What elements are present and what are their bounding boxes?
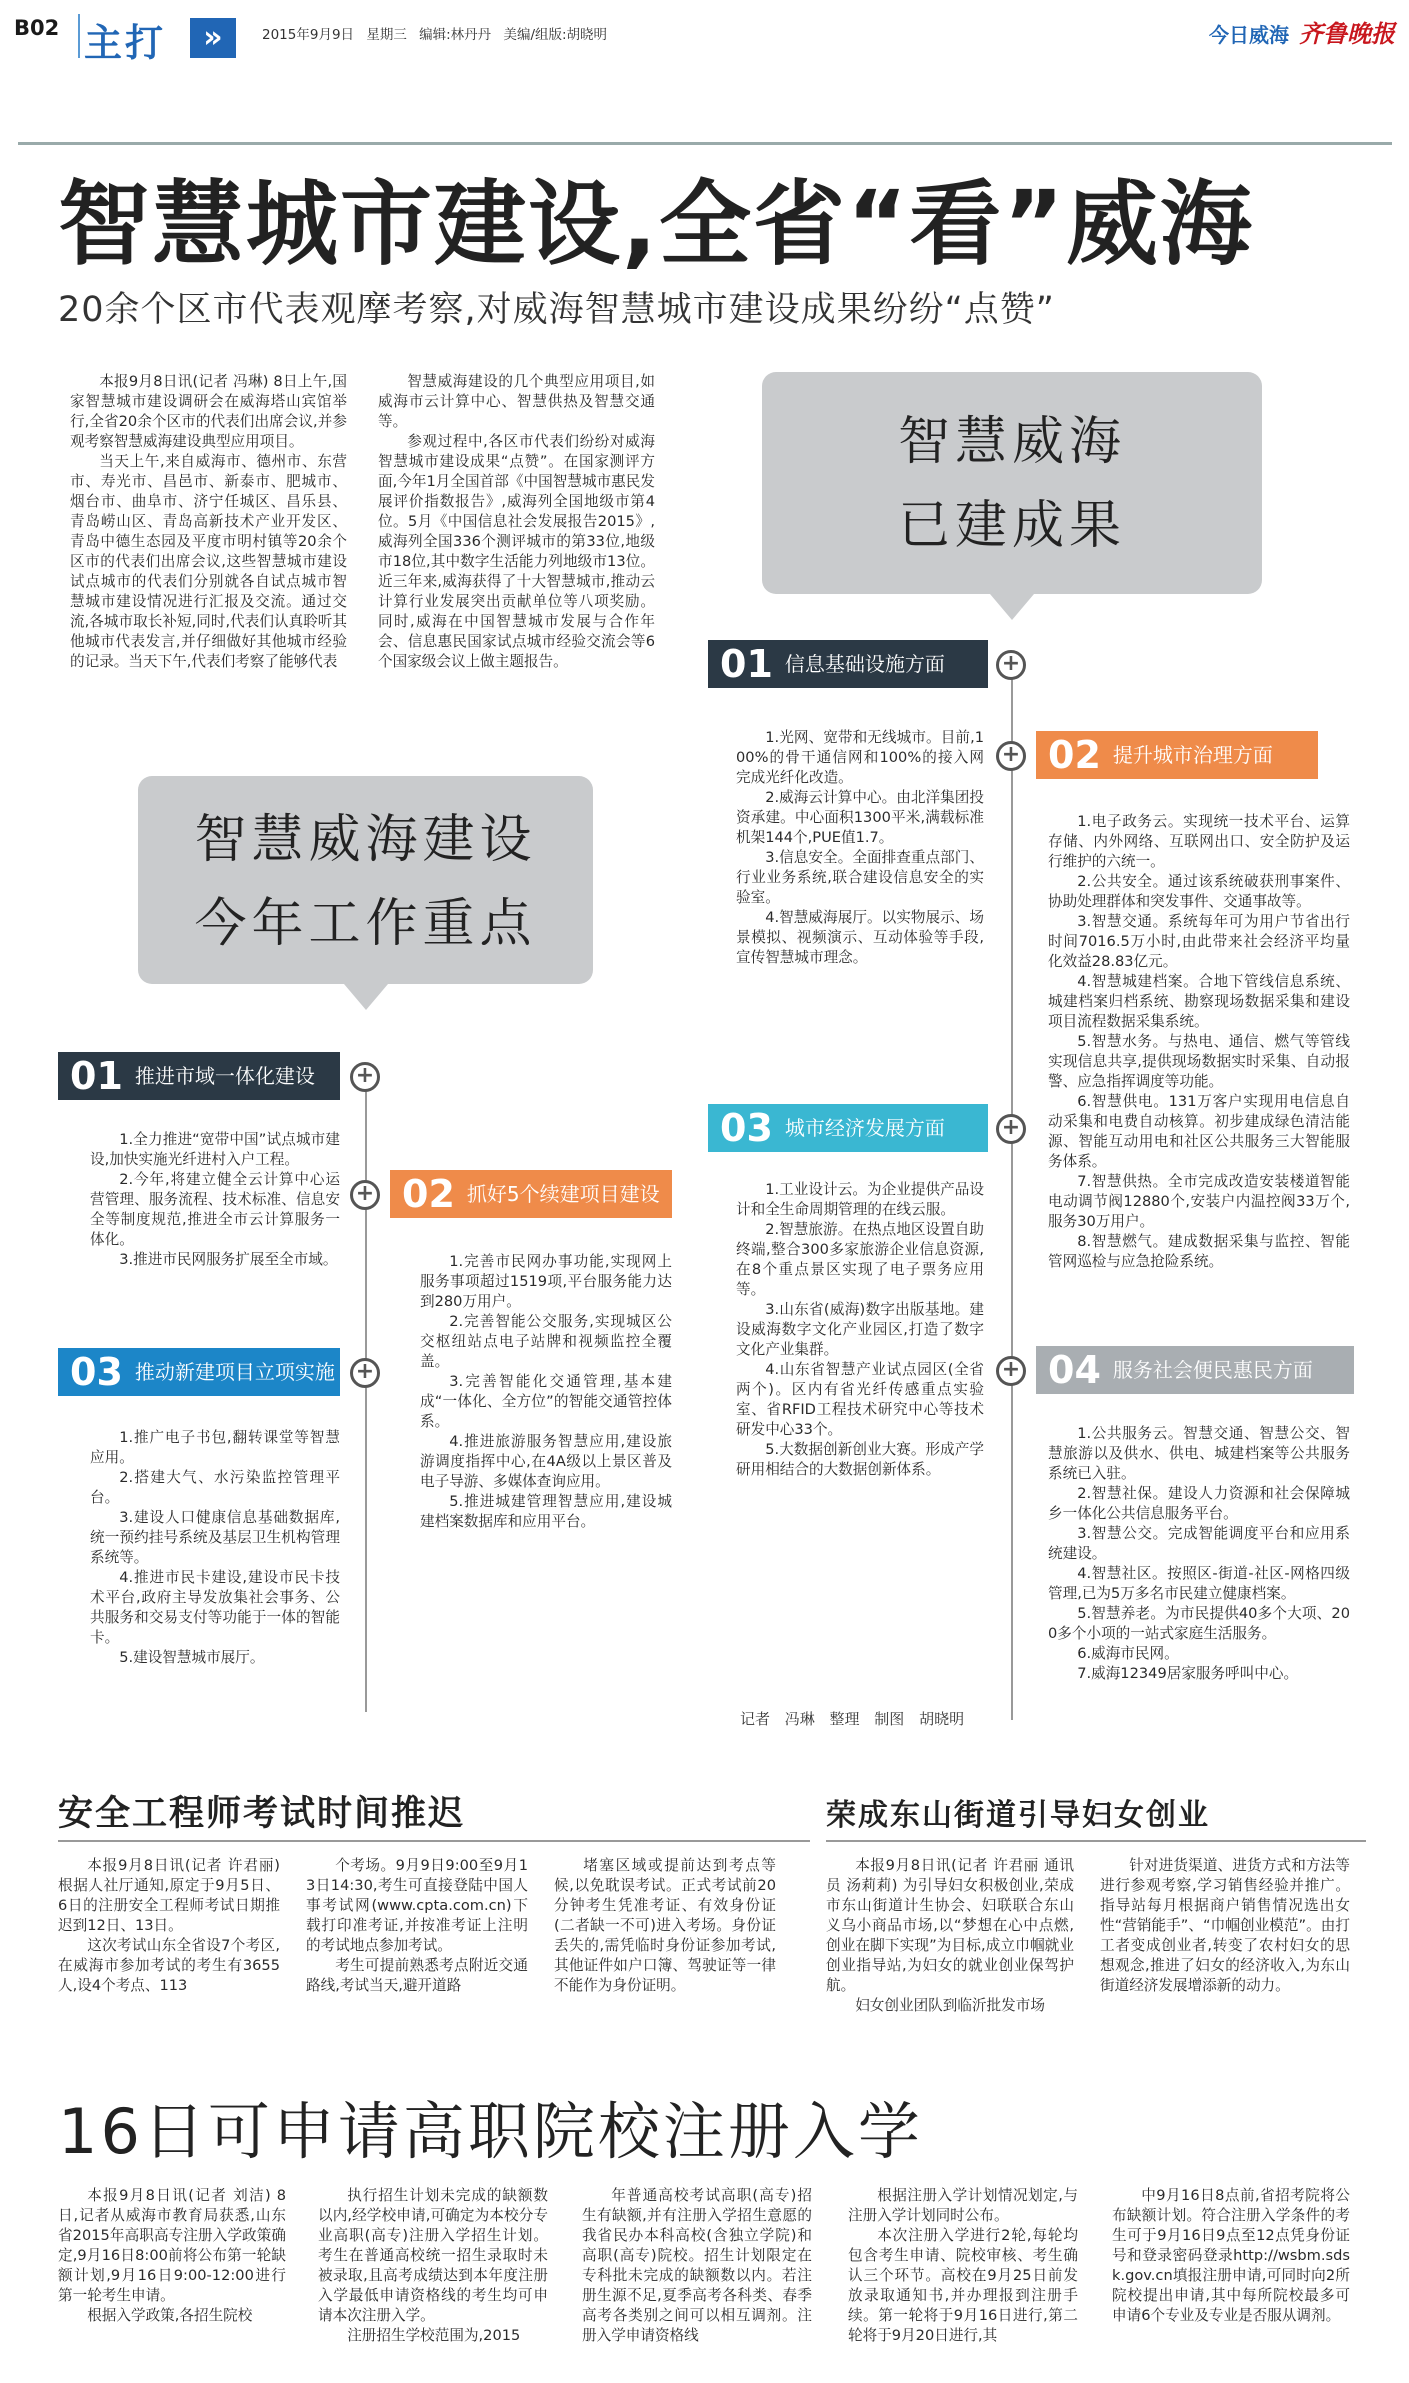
women-col2 — [1100, 1856, 1350, 1996]
expand-plus-icon[interactable]: + — [996, 1114, 1026, 1144]
paragraph: 2.今年,将建立健全云计算中心运营管理、服务流程、技术标准、信息安全等制度规范,推进全市云计算服务一体化。 — [90, 1171, 340, 1248]
college-col4 — [848, 2186, 1078, 2346]
main-headline: 智慧城市建设,全省“看”威海 — [58, 171, 1254, 278]
plan-bubble-line2: 今年工作重点 — [194, 894, 537, 954]
built-sec02-text — [1048, 812, 1350, 1272]
paragraph: 本报9月8日讯(记者 刘洁) 8日,记者从威海市教育局获悉,山东省2015年高职高专注册入学政策确定,9月16日8:00前将公布第一轮缺额计划,9月16日9:00-12:00进行第一轮考生申请。 — [58, 2187, 286, 2304]
section-name: 主打 — [84, 21, 167, 65]
women-col1 — [826, 1856, 1074, 2016]
built-tag-01 — [708, 640, 988, 688]
built-sec03-text — [736, 1180, 984, 1480]
paragraph: 4.推进市民卡建设,建设市民卡技术平台,政府主导发放集社会事务、公共服务和交易支付等功能于一体的智能卡。 — [90, 1569, 340, 1646]
paragraph: 本报9月8日讯(记者 冯琳) 8日上午,国家智慧城市建设调研会在威海塔山宾馆举行,全省20余个区市的代表们出席会议,并参观考察智慧威海建设典型应用项目。 — [70, 373, 347, 450]
paragraph: 执行招生计划未完成的缺额数以内,经学校申请,可确定为本校分专业高职(高专)注册入学招生计划。考生在普通高校统一招生录取时未被录取,且高考成绩达到本年度注册入学最低申请资格线的考生均可申请本次注册入学。 — [318, 2187, 548, 2324]
paragraph: 考生可提前熟悉考点附近交通路线,考试当天,避开道路 — [306, 1957, 528, 1994]
paragraph: 1.电子政务云。实现统一技术平台、运算存储、内外网络、互联网出口、安全防护及运行维护的六统一。 — [1048, 813, 1350, 870]
paragraph: 1.完善市民网办事功能,实现网上服务事项超过1519项,平台服务能力达到280万用户。 — [420, 1253, 672, 1310]
plan-timeline — [365, 1072, 367, 1712]
paragraph: 1.全力推进“宽带中国”试点城市建设,加快实施光纤进村入户工程。 — [90, 1131, 340, 1168]
paragraph: 5.建设智慧城市展厅。 — [119, 1649, 265, 1666]
college-col3 — [582, 2186, 812, 2346]
expand-plus-icon[interactable]: + — [996, 650, 1026, 680]
paragraph: 个考场。9月9日9:00至9月13日14:30,考生可直接登陆中国人事考试网(www.cpta.com.cn)下载打印准考证,并按准考证上注明的考试地点参加考试。 — [306, 1857, 528, 1954]
built-tag-02-num: 02 — [1048, 733, 1101, 777]
newspaper-logo: 齐鲁晚报 — [1299, 19, 1395, 48]
paragraph: 5.智慧养老。为市民提供40多个大项、200多个小项的一站式家庭生活服务。 — [1048, 1605, 1350, 1642]
built-tag-04 — [1036, 1346, 1354, 1394]
main-subheadline: 20余个区市代表观摩考察,对威海智慧城市建设成果纷纷“点赞” — [58, 290, 1055, 330]
paragraph: 1.工业设计云。为企业提供产品设计和全生命周期管理的在线云服。 — [736, 1181, 984, 1218]
paragraph: 3.山东省(威海)数字出版基地。建设威海数字文化产业园区,打造了数字文化产业集群。 — [736, 1301, 984, 1358]
expand-plus-icon[interactable]: + — [996, 741, 1026, 771]
built-tag-03-num: 03 — [720, 1106, 773, 1150]
issue-meta: 2015年9月9日 星期三 编辑:林丹丹 美编/组版:胡晓明 — [262, 27, 608, 43]
paragraph: 2.搭建大气、水污染监控管理平台。 — [90, 1469, 340, 1506]
built-tag-03-label: 城市经济发展方面 — [784, 1116, 945, 1140]
expand-plus-icon[interactable]: + — [350, 1358, 380, 1388]
built-tag-04-num: 04 — [1048, 1348, 1101, 1392]
paragraph: 根据入学政策,各招生院校 — [87, 2307, 253, 2324]
paragraph: 本报9月8日讯(记者 许君丽) 根据人社厅通知,原定于9月5日、6日的注册安全工程师考试日期推迟到12日、13日。 — [58, 1857, 280, 1934]
paragraph: 1.公共服务云。智慧交通、智慧公交、智慧旅游以及供水、供电、城建档案等公共服务系统已入驻。 — [1048, 1425, 1350, 1482]
built-bubble-line1: 智慧威海 — [897, 412, 1126, 472]
paragraph: 智慧威海建设的几个典型应用项目,如威海市云计算中心、智慧供热及智慧交通等。 — [378, 373, 655, 430]
exam-rule — [58, 1840, 810, 1842]
paragraph: 5.智慧水务。与热电、通信、燃气等管线实现信息共享,提供现场数据实时采集、自动报警、应急指挥调度等功能。 — [1048, 1033, 1350, 1090]
women-rule — [826, 1840, 1366, 1842]
main-body-col2 — [378, 372, 655, 672]
paragraph: 2.智慧旅游。在热点地区设置自助终端,整合300多家旅游企业信息资源,在8个重点景区实现了电子票务应用等。 — [736, 1221, 984, 1298]
paragraph: 3.完善智能化交通管理,基本建成“一体化、全方位”的智能交通管控体系。 — [420, 1373, 672, 1430]
college-col1 — [58, 2186, 286, 2326]
plan-sec03-text — [90, 1428, 340, 1668]
paragraph: 5.大数据创新创业大赛。形成产学研用相结合的大数据创新体系。 — [736, 1441, 984, 1478]
built-credit: 记者 冯琳 整理 制图 胡晓明 — [740, 1710, 965, 1728]
exam-col2 — [306, 1856, 528, 1996]
expand-plus-icon[interactable]: + — [996, 1356, 1026, 1386]
built-sec04-text — [1048, 1424, 1350, 1684]
paragraph: 4.智慧威海展厅。以实物展示、场景模拟、视频演示、互动体验等手段,宣传智慧城市理念。 — [736, 909, 984, 966]
paragraph: 中9月16日8点前,省招考院将公布缺额计划。符合注册入学条件的考生可于9月16日9点至12点凭身份证号和登录密码登录http://wsbm.sdsk.gov.cn填报注册申请,可同时向2所院校提出申请,其中每所院校最多可申请6个专业及专业是否服从调剂。 — [1112, 2187, 1350, 2324]
paragraph: 7.智慧供热。全市完成改造安装楼道智能电动调节阀12880个,安装户内温控阀33万个,服务30万用户。 — [1048, 1173, 1350, 1230]
plan-tag-01 — [58, 1052, 340, 1100]
built-results-bubble — [762, 372, 1262, 594]
header-right — [1209, 14, 1395, 49]
paragraph: 注册招生学校范围为,2015 — [347, 2327, 521, 2344]
paragraph: 2.完善智能公交服务,实现城区公交枢纽站点电子站牌和视频监控全覆盖。 — [420, 1313, 672, 1370]
paragraph: 5.推进城建管理智慧应用,建设城建档案数据库和应用平台。 — [420, 1493, 672, 1530]
women-headline: 荣成东山街道引导妇女创业 — [826, 1798, 1210, 1833]
built-tag-04-label: 服务社会便民惠民方面 — [1112, 1358, 1313, 1382]
section-arrow-icon: » — [190, 18, 236, 58]
paragraph: 1.推广电子书包,翻转课堂等智慧应用。 — [90, 1429, 340, 1466]
plan-tag-02-label: 抓好5个续建项目建设 — [466, 1182, 660, 1206]
expand-plus-icon[interactable]: + — [350, 1062, 380, 1092]
college-headline: 16日可申请高职院校注册入学 — [58, 2095, 923, 2168]
paragraph: 3.推进市民网服务扩展至全市域。 — [119, 1251, 338, 1268]
built-tag-02-label: 提升城市治理方面 — [1112, 743, 1273, 767]
built-tag-01-label: 信息基础设施方面 — [784, 652, 945, 676]
plan-sec01-text — [90, 1130, 340, 1270]
plan-tag-03-num: 03 — [70, 1350, 123, 1394]
paragraph: 2.智慧社保。建设人力资源和社会保障城乡一体化公共信息服务平台。 — [1048, 1485, 1350, 1522]
paragraph: 堵塞区域或提前达到考点等候,以免耽误考试。正式考试前20分钟考生凭准考证、有效身份证(二者缺一不可)进入考场。身份证丢失的,需凭临时身份证参加考试,其他证件如户口簿、驾驶证等一律不能作为身份证明。 — [554, 1857, 776, 1994]
header-divider — [78, 14, 80, 58]
paragraph: 4.推进旅游服务智慧应用,建设旅游调度指挥中心,在4A级以上景区普及电子导游、多媒体查询应用。 — [420, 1433, 672, 1490]
paragraph: 本报9月8日讯(记者 许君丽 通讯员 汤莉莉) 为引导妇女积极创业,荣成市东山街道计生协会、妇联联合东山义乌小商品市场,以“梦想在心中点燃,创业在脚下实现”为目标,成立巾帼就业创业指导站,为妇女的就业创业保驾护航。 — [826, 1857, 1074, 1994]
paragraph: 3.信息安全。全面排查重点部门、行业业务系统,联合建设信息安全的实验室。 — [736, 849, 984, 906]
paragraph: 针对进货渠道、进货方式和方法等进行参观考察,学习销售经验并推广。指导站每月根据商户销售情况选出女性“营销能手”、“巾帼创业模范”。由打工者变成创业者,转变了农村妇女的思想观念,推进了妇女的经济收入,为东山街道经济发展增添新的动力。 — [1100, 1857, 1350, 1994]
college-col2 — [318, 2186, 548, 2346]
plan-tag-02-num: 02 — [402, 1172, 455, 1216]
paragraph: 2.公共安全。通过该系统破获刑事案件、协助处理群体和突发事件、交通事故等。 — [1048, 873, 1350, 910]
college-col5 — [1112, 2186, 1350, 2326]
main-body-col1 — [70, 372, 347, 672]
paragraph: 本次注册入学进行2轮,每轮均包含考生申请、院校审核、考生确认三个环节。高校在9月25日前发放录取通知书,并办理报到注册手续。第一轮将于9月16日进行,第二轮将于9月20日进行,其 — [848, 2227, 1078, 2344]
built-bubble-line2: 已建成果 — [897, 496, 1126, 556]
built-tag-02 — [1036, 731, 1318, 779]
paragraph: 6.威海市民网。 — [1077, 1645, 1179, 1662]
paragraph: 4.智慧社区。按照区-街道-社区-网格四级管理,已为5万多名市民建立健康档案。 — [1048, 1565, 1350, 1602]
plan-sec02-text — [420, 1252, 672, 1532]
paragraph: 3.建设人口健康信息基础数据库,统一预约挂号系统及基层卫生机构管理系统等。 — [90, 1509, 340, 1566]
paragraph: 7.威海12349居家服务呼叫中心。 — [1077, 1665, 1299, 1682]
page-number: B02 — [14, 16, 60, 40]
edition-label: 今日威海 — [1209, 23, 1289, 47]
paragraph: 3.智慧交通。系统每年可为用户节省出行时间7016.5万小时,由此带来社会经济平均量化效益28.83亿元。 — [1048, 913, 1350, 970]
paragraph: 4.智慧城建档案。合地下管线信息系统、城建档案归档系统、勘察现场数据采集和建设项目流程数据采集系统。 — [1048, 973, 1350, 1030]
plan-tag-01-label: 推进市域一体化建设 — [134, 1064, 315, 1088]
plan-tag-03 — [58, 1348, 340, 1396]
built-timeline — [1011, 660, 1013, 1720]
built-sec01-text — [736, 728, 984, 968]
paragraph: 8.智慧燃气。建成数据采集与监控、智能管网巡检与应急抢险系统。 — [1048, 1233, 1350, 1270]
plan-bubble-line1: 智慧威海建设 — [194, 810, 537, 870]
built-tag-01-num: 01 — [720, 642, 773, 686]
exam-headline: 安全工程师考试时间推迟 — [58, 1794, 466, 1834]
paragraph: 3.智慧公交。完成智能调度平台和应用系统建设。 — [1048, 1525, 1350, 1562]
paragraph: 4.山东省智慧产业试点园区(全省两个)。区内有省光纤传感重点实验室、省RFID工程技术研究中心等技术研发中心33个。 — [736, 1361, 984, 1438]
paragraph: 这次考试山东全省设7个考区,在威海市参加考试的考生有3655人,设4个考点、113 — [58, 1937, 280, 1994]
plan-tag-03-label: 推动新建项目立项实施 — [134, 1360, 335, 1384]
plan-bubble — [138, 776, 593, 984]
paragraph: 当天上午,来自威海市、德州市、东营市、寿光市、昌邑市、新泰市、肥城市、烟台市、曲阜市、济宁任城区、昌乐县、青岛崂山区、青岛高新技术产业开发区、青岛中德生态园及平度市明村镇等20余个区市的代表们出席会议,这些智慧城市建设试点城市的代表们分别就各自试点城市智慧城市建设情况进行汇报及交流。通过交流,各城市取长补短,同时,代表们认真聆听其他城市代表发言,并仔细做好其他城市经验的记录。当天下午,代表们考察了能够代表 — [70, 453, 347, 670]
paragraph: 6.智慧供电。131万客户实现用电信息自动采集和电费自动核算。初步建成绿色清洁能源、智能互动用电和社区公共服务三大智能服务体系。 — [1048, 1093, 1350, 1170]
plan-tag-01-num: 01 — [70, 1054, 123, 1098]
paragraph: 根据注册入学计划情况划定,与注册入学计划同时公布。 — [848, 2187, 1078, 2224]
paragraph: 参观过程中,各区市代表们纷纷对威海智慧城市建设成果“点赞”。在国家测评方面,今年1月全国首部《中国智慧城市惠民发展评价指数报告》,威海列全国地级市第4位。5月《中国信息社会发展报告2015》,威海列全国336个测评城市的第33位,地级市18位,其中数字生活能力列地级市13位。近三年来,威海获得了十大智慧城市,推动云计算行业发展突出贡献单位等八项奖励。同时,威海在中国智慧城市发展与合作年会、信息惠民国家试点城市经验交流会等6个国家级会议上做主题报告。 — [378, 433, 655, 670]
built-tag-03 — [708, 1104, 988, 1152]
exam-col1 — [58, 1856, 280, 1996]
expand-plus-icon[interactable]: + — [350, 1180, 380, 1210]
paragraph: 2.威海云计算中心。由北洋集团投资承建。中心面积1300平米,满载标准机架144个,PUE值1.7。 — [736, 789, 984, 846]
header-rule — [18, 142, 1392, 145]
paragraph: 1.光网、宽带和无线城市。目前,100%的骨干通信网和100%的接入网完成光纤化改造。 — [736, 729, 984, 786]
paragraph: 妇女创业团队到临沂批发市场 — [855, 1997, 1045, 2014]
paragraph: 年普通高校考试高职(高专)招生有缺额,并有注册入学招生意愿的我省民办本科高校(含独立学院)和高职(高专)院校。招生计划限定在专科批未完成的缺额数以内。若注册生源不足,夏季高考各科类、春季高考各类别之间可以相互调剂。注册入学申请资格线 — [582, 2187, 812, 2344]
exam-col3 — [554, 1856, 776, 1996]
plan-tag-02 — [390, 1170, 672, 1218]
